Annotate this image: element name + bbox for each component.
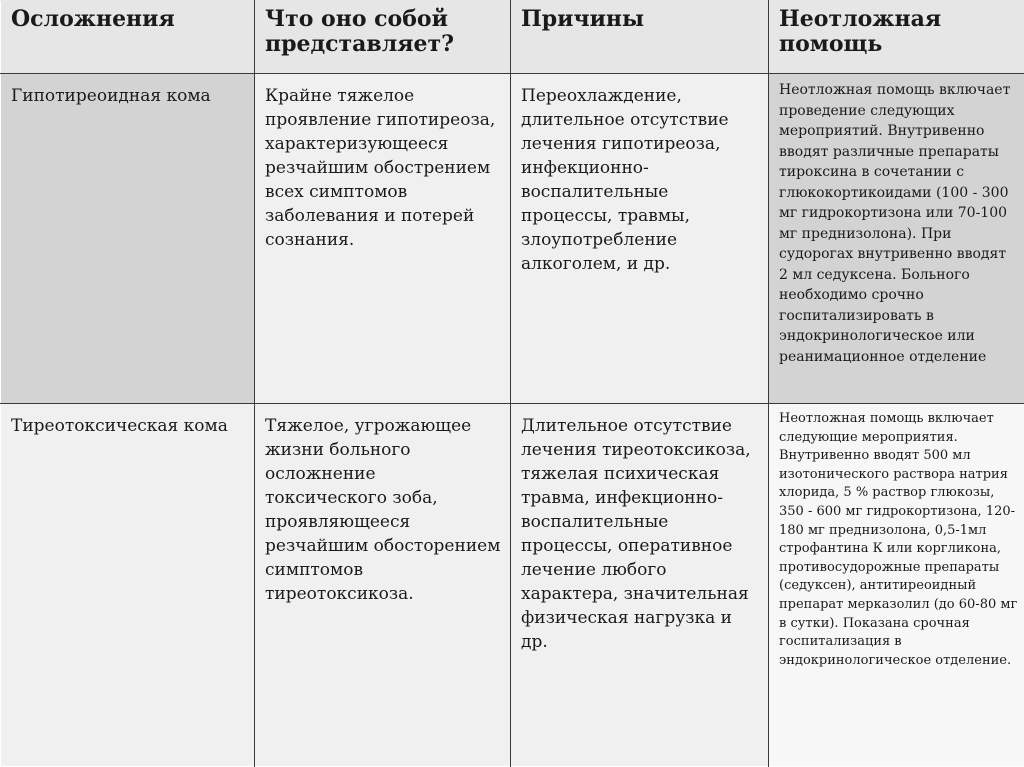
cell-emergency-care	[769, 74, 1024, 404]
header-cell-emergency-care	[769, 1, 1024, 74]
header-label: Что оно собой представляет?	[265, 6, 454, 57]
emergency-care-text: Неотложная помощь включает следующие мероприятия. Внутривенно вводят 500 мл изотонического раствора натрия хлорида, 5 % раствор глюкозы, 350 - 600 мг гидрокортизона, 120-180 мг преднизолона, 0,5-1мл строфантина К или коргликона, противосудорожные препараты (седуксен), антитиреоидный препарат мерказолил (до 60-80 мг в сутки). Показана срочная госпитализация в эндокринологическое отделение.	[779, 411, 1018, 668]
causes-text: Длительное отсутствие лечения тиреотоксикоза, тяжелая психическая травма, инфекционно-воспалительные процессы, оперативное лечение любого характера, значительная физическая нагрузка и др.	[521, 416, 751, 652]
cell-causes	[511, 404, 769, 767]
complication-name: Тиреотоксическая кома	[11, 416, 228, 436]
table-row	[1, 74, 1024, 404]
table-header-row	[1, 1, 1024, 74]
complication-name: Гипотиреоидная кома	[11, 86, 211, 106]
cell-complication	[1, 74, 255, 404]
header-label: Осложнения	[11, 6, 175, 32]
cell-causes	[511, 74, 769, 404]
cell-complication	[1, 404, 255, 767]
cell-emergency-care	[769, 404, 1024, 767]
table-row	[1, 404, 1024, 767]
cell-description	[255, 74, 511, 404]
emergency-care-text: Неотложная помощь включает проведение следующих мероприятий. Внутривенно вводят различные препараты тироксина в сочетании с глюкокортикоидами (100 - 300 мг гидрокортизона или 70-100 мг преднизолона). При судорогах внутривенно вводят 2 мл седуксена. Больного необходимо срочно госпитализировать в эндокринологическое или реанимационное отделение	[779, 82, 1011, 365]
description-text: Тяжелое, угрожающее жизни больного осложнение токсического зоба, проявляющееся резчайшим обосторением симптомов тиреотоксикоза.	[265, 416, 501, 604]
header-label: Причины	[521, 6, 645, 32]
header-cell-causes	[511, 1, 769, 74]
header-cell-complications	[1, 1, 255, 74]
causes-text: Переохлаждение, длительное отсутствие лечения гипотиреоза, инфекционно-воспалительные процессы, травмы, злоупотребление алкоголем, и др.	[521, 86, 729, 274]
description-text: Крайне тяжелое проявление гипотиреоза, характеризующееся резчайшим обострением всех симптомов заболевания и потерей сознания.	[265, 86, 496, 250]
header-label: Неотложная помощь	[779, 6, 942, 57]
cell-description	[255, 404, 511, 767]
header-cell-description	[255, 1, 511, 74]
